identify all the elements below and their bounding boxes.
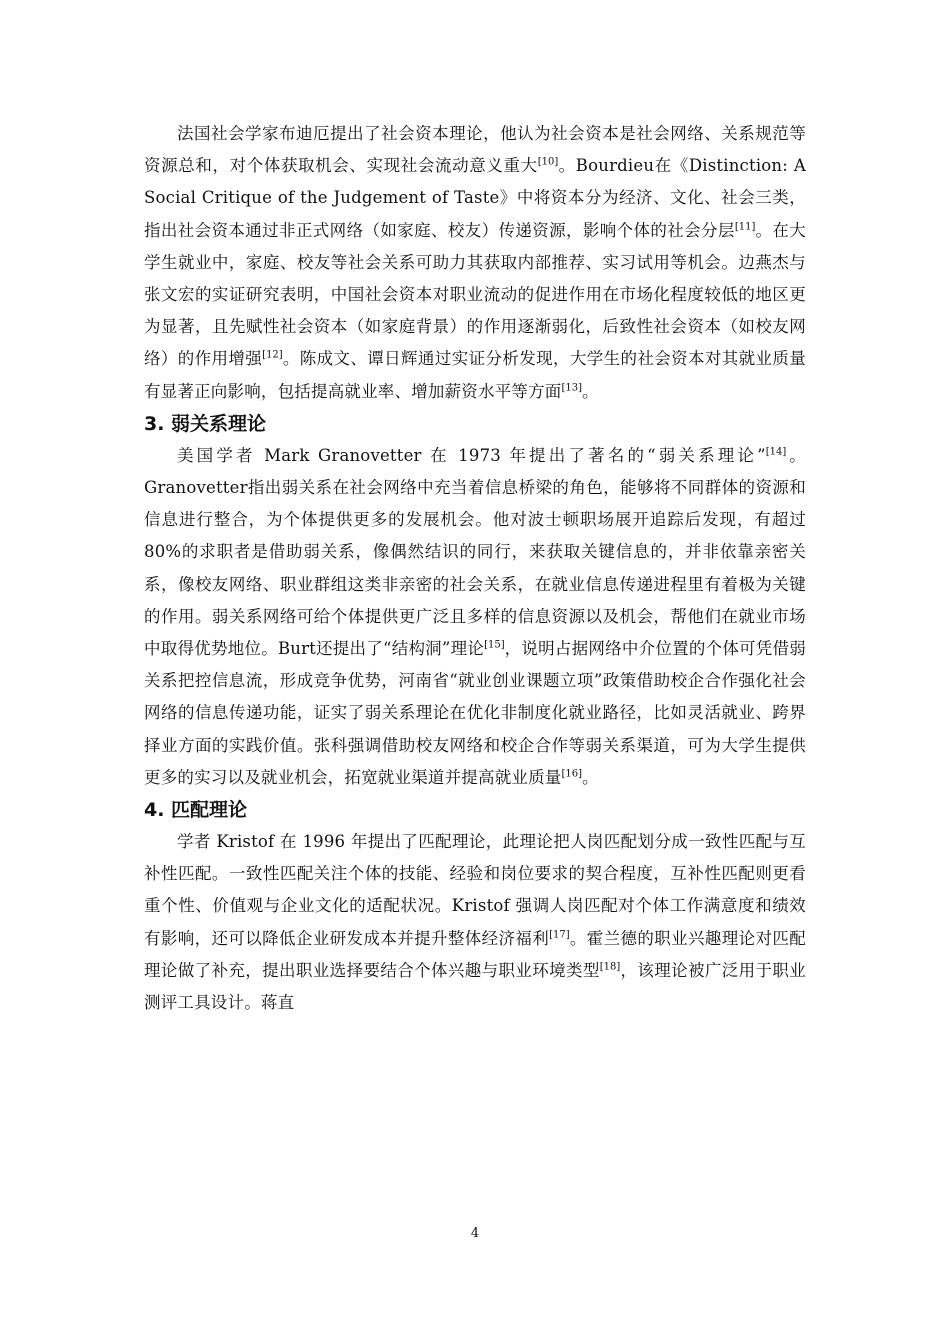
section-heading: 3. 弱关系理论	[144, 412, 267, 435]
paper-body	[144, 118, 806, 1019]
citation-marker: [18]	[599, 961, 621, 973]
paper-content	[144, 118, 806, 1019]
paragraph-text: 。Granovetter指出弱关系在社会网络中充当着信息桥梁的角色，能够将不同群体的资源和信息进行整合，为个体提供更多的发展机会。他对波士顿职场展开追踪后发现，有超过80%的求职者是借助弱关系，像偶然结识的同行，来获取关键信息的，并非依靠亲密关系，像校友网络、职业群组这类非亲密的社会关系，在就业信息传递进程里有着极为关键的作用。弱关系网络可给个体提供更广泛且多样的信息资源以及机会，帮他们在就业市场中取得优势地位。Burt还提出了“结构洞”理论	[144, 445, 806, 659]
page-number: 4	[470, 1226, 480, 1241]
paragraph-text: 。Bourdieu在《Distinction: A Social Critique of the Judgement of Taste》中将资本分为经济、文化、社会三类，指出社会资本通过非正式网络（如家庭、校友）传递资源，影响个体的社会分层	[144, 156, 806, 240]
citation-marker: [13]	[561, 382, 583, 394]
body-paragraph	[144, 826, 806, 1019]
citation-marker: [17]	[549, 929, 570, 941]
paragraph-text: 学者 Kristof 在 1996 年提出了匹配理论，此理论把人岗匹配划分成一致性匹配与互补性匹配。一致性匹配关注个体的技能、经验和岗位要求的契合程度，互补性匹配则更看重个性、价值观与企业文化的适配状况。Kristof 强调人岗匹配对个体工作满意度和绩效有影响，还可以降低企业研发成本并提升整体经济福利	[144, 832, 806, 948]
citation-marker: [11]	[734, 221, 756, 233]
body-paragraph	[144, 118, 806, 408]
section-heading: 4. 匹配理论	[144, 799, 248, 822]
paragraph-text: 。	[582, 767, 599, 787]
paragraph-text: 。	[582, 381, 599, 401]
citation-marker: [15]	[484, 639, 505, 651]
body-paragraph	[144, 440, 806, 794]
paragraph-text: 法国社会学家布迪厄提出了社会资本理论，他认为社会资本是社会网络、关系规范等资源总和，对个体获取机会、实现社会流动意义重大	[144, 124, 806, 176]
citation-marker: [16]	[561, 768, 583, 780]
paragraph-text: ，该理论被广泛用于职业测评工具设计。蒋直	[144, 960, 806, 1013]
citation-marker: [12]	[262, 349, 283, 361]
paragraph-text: 。在大学生就业中，家庭、校友等社会关系可助力其获取内部推荐、实习试用等机会。边燕杰与张文宏的实证研究表明，中国社会资本对职业流动的促进作用在市场化程度较低的地区更为显著，且先赋性社会资本（如家庭背景）的作用逐渐弱化，后致性社会资本（如校友网络）的作用增强	[144, 220, 807, 369]
citation-marker: [14]	[765, 446, 787, 458]
paragraph-text: 。霍兰德的职业兴趣理论对匹配理论做了补充，提出职业选择要结合个体兴趣与职业环境类型	[144, 928, 806, 980]
citation-marker: [10]	[537, 156, 559, 168]
paragraph-text: ，说明占据网络中介位置的个体可凭借弱关系把控信息流，形成竞争优势，河南省“就业创业课题立项”政策借助校企合作强化社会网络的信息传递功能，证实了弱关系理论在优化非制度化就业路径，比如灵活就业、跨界择业方面的实践价值。张科强调借助校友网络和校企合作等弱关系渠道，可为大学生提供更多的实习以及就业机会，拓宽就业渠道并提高就业质量	[144, 639, 806, 787]
paragraph-text: 。陈成文、谭日辉通过实证分析发现，大学生的社会资本对其就业质量有显著正向影响，包括提高就业率、增加薪资水平等方面	[144, 349, 806, 401]
paragraph-text: 美国学者 Mark Granovetter 在 1973 年提出了著名的“弱关系理论”	[177, 445, 766, 465]
